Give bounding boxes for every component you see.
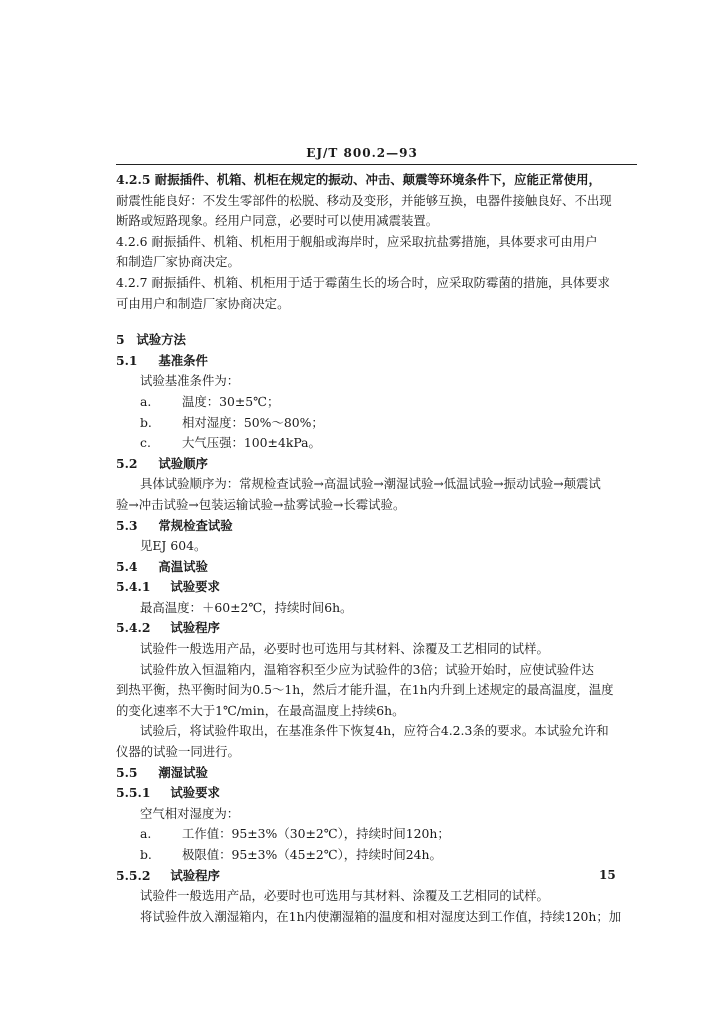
section-number: 5.4.2 (116, 620, 151, 636)
clause-4-2-5-line: 断路或短路现象。经用户同意，必要时可以使用减震装置。 (116, 213, 439, 229)
section-title: 试验要求 (170, 579, 220, 595)
section-number: 5 (116, 332, 125, 348)
clause-4-2-6-line: 和制造厂家协商决定。 (116, 254, 240, 270)
section-number: 5.5.2 (116, 867, 151, 883)
section-number: 5.4.1 (116, 579, 151, 595)
header-rule (116, 164, 637, 165)
section-title: 潮湿试验 (158, 764, 208, 780)
section-5-2-heading (116, 454, 636, 475)
section-5-3-heading (116, 516, 636, 537)
list-item (116, 845, 636, 866)
list-marker: b. (140, 847, 152, 862)
section-number: 5.5.1 (116, 785, 151, 801)
page-header: EJ/T 800.2—93 (306, 146, 418, 160)
list-marker: c. (140, 435, 151, 451)
section-5-5-heading (116, 763, 636, 784)
section-title: 试验顺序 (158, 455, 208, 471)
section-5-5-2-heading (116, 866, 636, 887)
list-text: 相对湿度：50%～80%； (181, 414, 324, 430)
list-item (116, 413, 636, 434)
section-number: 5.4 (116, 558, 138, 574)
list-item (116, 392, 636, 413)
section-5-4-1-heading (116, 577, 636, 598)
section-5-3-text: 见EJ 604。 (140, 538, 207, 554)
page-number: 15 (599, 868, 616, 882)
section-5-5-1-intro: 空气相对湿度为： (140, 805, 240, 821)
section-5-5-1-heading (116, 783, 636, 804)
section-number: 5.2 (116, 455, 138, 471)
list-text: 大气压强：100±4kPa。 (181, 435, 321, 451)
list-marker: b. (140, 414, 152, 430)
section-5-4-2-text: 试验件一般选用产品，必要时也可选用与其材料、涂覆及工艺相同的试样。 (140, 641, 549, 657)
list-item (116, 433, 636, 454)
clause-4-2-5-line: 耐震性能良好：不发生零部件的松脱、移动及变形，并能够互换，电器件接触良好、不出现 (116, 192, 612, 208)
list-item (116, 824, 636, 845)
section-title: 试验要求 (170, 785, 220, 801)
section-5-heading (116, 330, 636, 351)
list-text: 极限值：95±3%（45±2℃），持续时间24h。 (181, 847, 442, 862)
section-title: 常规检查试验 (158, 517, 233, 533)
section-5-2-text: 具体试验顺序为：常规检查试验→高温试验→潮湿试验→低温试验→振动试验→颠震试 (140, 476, 601, 492)
list-marker: a. (140, 393, 152, 409)
section-5-4-2-text: 试验后，将试验件取出，在基准条件下恢复4h，应符合4.2.3条的要求。本试验允许和 (140, 723, 609, 739)
section-5-1-heading (116, 351, 636, 372)
clause-4-2-6-line: 4.2.6 耐振插件、机箱、机柜用于舰船或海岸时，应采取抗盐雾措施，具体要求可由用户 (116, 233, 598, 249)
section-title: 基准条件 (158, 352, 208, 368)
section-5-4-2-text: 试验件放入恒温箱内，温箱容积至少应为试验件的3倍；试验开始时，应使试验件达 (140, 661, 594, 677)
section-5-2-text: 验→冲击试验→包装运输试验→盐雾试验→长霉试验。 (116, 496, 406, 512)
section-title: 试验方法 (136, 332, 186, 348)
page-body (116, 170, 636, 927)
section-5-4-2-heading (116, 618, 636, 639)
section-title: 试验程序 (170, 867, 220, 883)
list-marker: a. (140, 826, 152, 842)
list-text: 温度：30±5℃； (181, 393, 280, 409)
section-5-1-intro: 试验基准条件为： (140, 373, 240, 389)
section-number: 5.3 (116, 517, 138, 533)
section-title: 试验程序 (170, 620, 220, 636)
clause-4-2-7-line: 可由用户和制造厂家协商决定。 (116, 295, 290, 311)
list-text: 工作值：95±3%（30±2℃），持续时间120h； (181, 826, 450, 842)
section-number: 5.1 (116, 352, 138, 368)
section-5-4-2-text: 的变化速率不大于1℃/min，在最高温度上持续6h。 (116, 702, 405, 718)
section-5-4-2-text: 到热平衡，热平衡时间为0.5～1h，然后才能升温，在1h内升到上述规定的最高温度，温度 (116, 682, 614, 698)
section-5-5-2-text: 试验件一般选用产品，必要时也可选用与其材料、涂覆及工艺相同的试样。 (140, 888, 549, 904)
section-5-4-2-text: 仪器的试验一同进行。 (116, 744, 240, 760)
clause-4-2-7-line: 4.2.7 耐振插件、机箱、机柜用于适于霉菌生长的场合时，应采取防霉菌的措施，具体要求 (116, 274, 610, 290)
section-5-4-heading (116, 557, 636, 578)
clause-4-2-5-line: 4.2.5 耐振插件、机箱、机柜在规定的振动、冲击、颠震等环境条件下，应能正常使用， (116, 172, 601, 187)
section-5-5-2-text: 将试验件放入潮湿箱内，在1h内使潮湿箱的温度和相对湿度达到工作值，持续120h；加 (140, 908, 622, 924)
section-title: 高温试验 (158, 558, 208, 574)
section-5-4-1-text: 最高温度：＋60±2℃，持续时间6h。 (140, 599, 353, 615)
section-number: 5.5 (116, 764, 138, 780)
